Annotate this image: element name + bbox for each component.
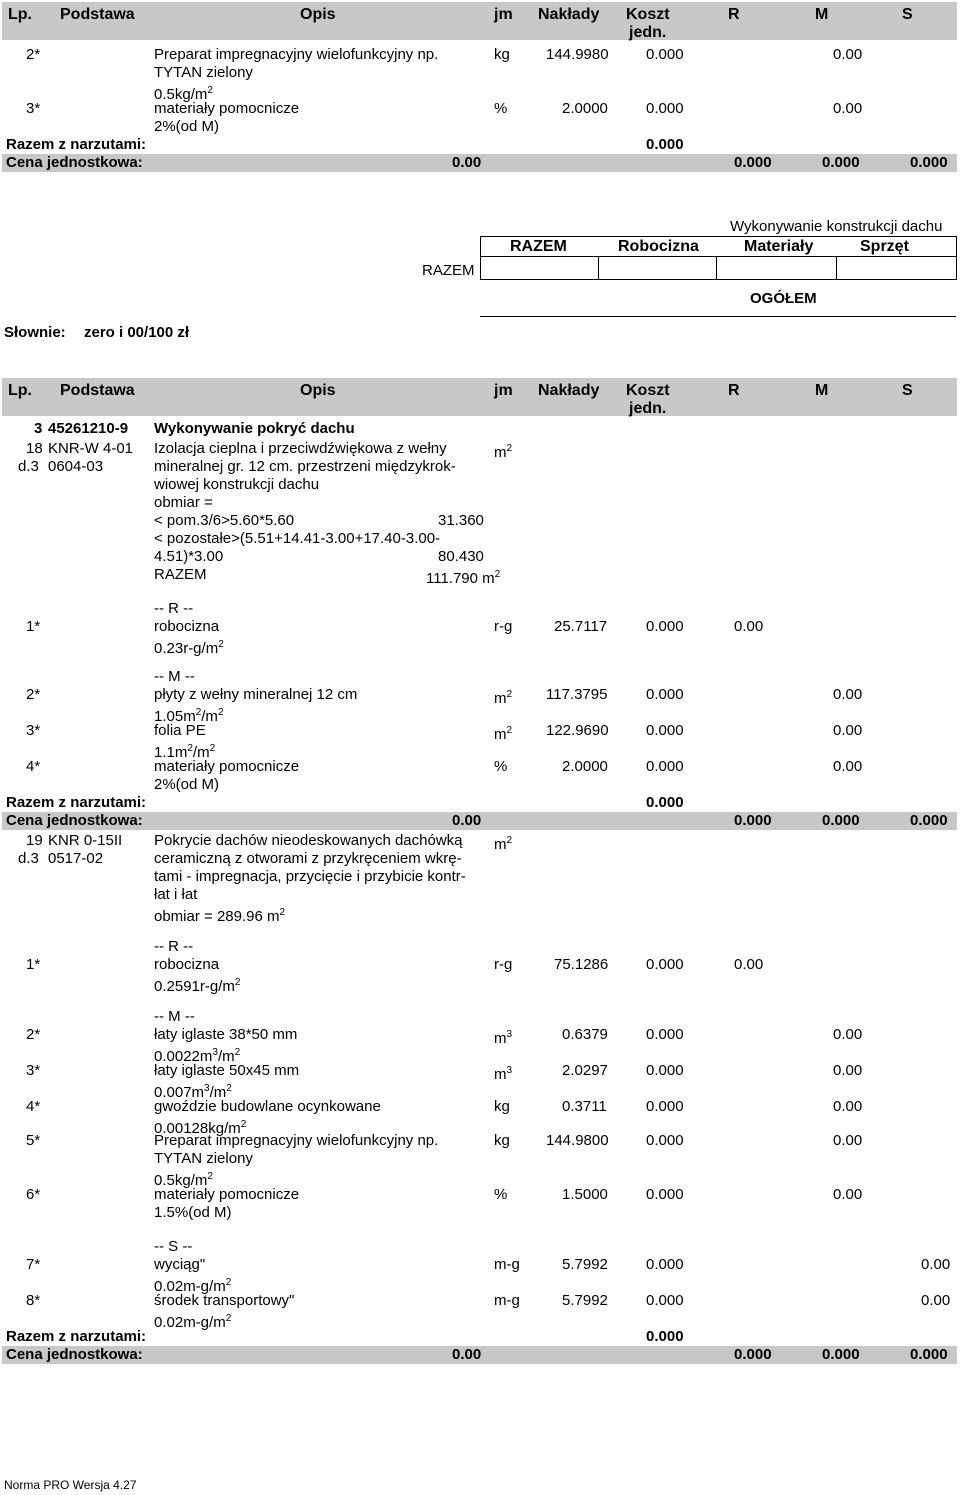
unit-price-s: 0.000	[910, 812, 948, 829]
cost: 0.000	[646, 1186, 684, 1203]
value-m: 0.00	[833, 1098, 863, 1115]
cost: 0.000	[646, 956, 684, 973]
value-m: 0.00	[833, 46, 863, 63]
unit-price-value: 0.00	[452, 1346, 482, 1363]
col-koszt: Koszt	[626, 382, 670, 399]
value-m: 0.00	[833, 758, 863, 775]
unit: r-g	[494, 956, 513, 973]
item-desc: $0.5kg/m^2$	[154, 85, 213, 103]
section-number: 3	[34, 420, 43, 437]
position-number: 19	[26, 832, 43, 849]
value-m: 0.00	[833, 686, 863, 703]
group-header-m: -- M --	[154, 1008, 195, 1025]
position-desc: tami - impregnacja, przycięcie i przybicie kontr-	[154, 868, 466, 885]
item-desc: robocizna	[154, 618, 220, 635]
value-m: 0.00	[833, 722, 863, 739]
obmiar-line: 4.51)*3.00	[154, 548, 224, 565]
cost: 0.000	[646, 1098, 684, 1115]
unit-price-value: 0.00	[452, 812, 482, 829]
slownie-label: Słownie:	[4, 324, 66, 341]
item-desc: materiały pomocnicze	[154, 1186, 300, 1203]
unit-price-s: 0.000	[910, 154, 948, 171]
unit: $m^2$	[494, 725, 513, 743]
unit: %	[494, 758, 508, 775]
position-desc: łat i łat	[154, 886, 198, 903]
row-number: 2*	[26, 686, 41, 703]
value-r: 0.00	[734, 956, 764, 973]
row-number: 1*	[26, 956, 41, 973]
item-desc: robocizna	[154, 956, 220, 973]
value-m: 0.00	[833, 1186, 863, 1203]
cost: 0.000	[646, 758, 684, 775]
group-header-r: -- R --	[154, 600, 194, 617]
qty: 117.3795	[546, 686, 608, 703]
obmiar-line: < pozostałe>(5.51+14.41-3.00+17.40-3.00-	[154, 530, 441, 547]
item-desc: wyciąg"	[154, 1256, 206, 1273]
qty: 5.7992	[562, 1292, 608, 1309]
qty: 5.7992	[562, 1256, 608, 1273]
position-code: 0517-02	[48, 850, 104, 867]
unit: kg	[494, 1098, 510, 1115]
section-title: Wykonywanie pokryć dachu	[154, 420, 355, 437]
col-r: R	[728, 382, 740, 399]
row-number: 4*	[26, 1098, 41, 1115]
position-desc: Izolacja cieplna i przeciwdźwiękowa z wełny	[154, 440, 447, 457]
value-m: 0.00	[833, 100, 863, 117]
position-desc: mineralnej gr. 12 cm. przestrzeni międzykrok-	[154, 458, 456, 475]
col-jm: jm	[494, 382, 513, 399]
item-desc: Preparat impregnacyjny wielofunkcyjny np.	[154, 46, 439, 63]
cost: 0.000	[646, 1292, 684, 1309]
unit: m-g	[494, 1256, 520, 1273]
row-number: 3*	[26, 1062, 41, 1079]
obmiar-value: 80.430	[438, 548, 484, 565]
unit: m-g	[494, 1292, 520, 1309]
summary-col-sprzet: Sprzęt	[860, 238, 909, 255]
qty: 122.9690	[546, 722, 609, 739]
qty: 2.0000	[562, 100, 608, 117]
unit: $m^3$	[494, 1029, 513, 1047]
razem-z-narzutami-label: Razem z narzutami:	[6, 794, 147, 811]
col-lp: Lp.	[8, 382, 32, 399]
position-unit: $m^2$	[494, 443, 513, 461]
item-desc: 1.5%(od M)	[154, 1204, 232, 1221]
qty: 144.9800	[546, 1132, 609, 1149]
unit: $m^3$	[494, 1065, 513, 1083]
unit: kg	[494, 1132, 510, 1149]
col-s: S	[902, 382, 913, 399]
unit-price-r: 0.000	[734, 154, 772, 171]
row-number: 4*	[26, 758, 41, 775]
section-code: 45261210-9	[48, 420, 129, 437]
col-jm: jm	[494, 6, 513, 23]
item-desc: $0.02m-g/m^2$	[154, 1313, 232, 1331]
row-number: 2*	[26, 46, 41, 63]
col-r: R	[728, 6, 740, 23]
item-desc: Preparat impregnacyjny wielofunkcyjny np.	[154, 1132, 439, 1149]
item-desc: gwoździe budowlane ocynkowane	[154, 1098, 381, 1115]
cost: 0.000	[646, 1062, 684, 1079]
value-s: 0.00	[921, 1256, 951, 1273]
obmiar-line: < pom.3/6>5.60*5.60	[154, 512, 295, 529]
qty: 2.0000	[562, 758, 608, 775]
item-desc: $1.1m^2/m^2$	[154, 743, 216, 761]
position-code: 0604-03	[48, 458, 104, 475]
item-desc: materiały pomocnicze	[154, 758, 300, 775]
cost: 0.000	[646, 1026, 684, 1043]
table-header	[2, 2, 957, 40]
razem-z-narzutami-value: 0.000	[646, 136, 684, 153]
unit: $m^2$	[494, 689, 513, 707]
item-desc: $0.007m^3/m^2$	[154, 1083, 232, 1101]
item-desc: $1.05m^2/m^2$	[154, 707, 224, 725]
group-header-m: -- M --	[154, 668, 195, 685]
row-number: 3*	[26, 722, 41, 739]
razem-z-narzutami-value: 0.000	[646, 794, 684, 811]
unit-price-m: 0.000	[822, 1346, 860, 1363]
qty: 2.0297	[562, 1062, 608, 1079]
unit-price-label: Cena jednostkowa:	[6, 154, 143, 171]
item-desc: 2%(od M)	[154, 118, 220, 135]
col-naklady: Nakłady	[538, 382, 600, 399]
item-desc: TYTAN zielony	[154, 1150, 253, 1167]
table-header-2	[2, 378, 957, 416]
summary-ogolem: OGÓŁEM	[750, 290, 817, 307]
position-desc: wiowej konstrukcji dachu	[154, 476, 320, 493]
position-desc: ceramiczną z otworami z przykręceniem wkrę-	[154, 850, 462, 867]
unit-price-m: 0.000	[822, 812, 860, 829]
position-desc: Pokrycie dachów nieodeskowanych dachówką	[154, 832, 463, 849]
unit-price-r: 0.000	[734, 812, 772, 829]
unit-price-label: Cena jednostkowa:	[6, 812, 143, 829]
unit-price-label: Cena jednostkowa:	[6, 1346, 143, 1363]
position-unit: $m^2$	[494, 835, 513, 853]
obmiar-value: 31.360	[438, 512, 484, 529]
row-number: 6*	[26, 1186, 41, 1203]
row-number: 3*	[26, 100, 41, 117]
item-desc: $0.5kg/m^2$	[154, 1171, 213, 1189]
position-desc: obmiar =	[154, 494, 213, 511]
cost: 0.000	[646, 618, 684, 635]
razem-z-narzutami-label: Razem z narzutami:	[6, 136, 147, 153]
unit: kg	[494, 46, 510, 63]
unit-price-r: 0.000	[734, 1346, 772, 1363]
row-number: 5*	[26, 1132, 41, 1149]
col-lp: Lp.	[8, 6, 32, 23]
unit-price-s: 0.000	[910, 1346, 948, 1363]
value-r: 0.00	[734, 618, 764, 635]
cost: 0.000	[646, 1132, 684, 1149]
unit-price-value: 0.00	[452, 154, 482, 171]
value-m: 0.00	[833, 1026, 863, 1043]
row-number: 8*	[26, 1292, 41, 1309]
summary-col-razem: RAZEM	[510, 238, 567, 255]
row-number: 1*	[26, 618, 41, 635]
obmiar-razem-value: 111.790 $m^2$	[426, 569, 501, 587]
col-m: M	[815, 382, 829, 399]
item-desc: $0.23r-g/m^2$	[154, 639, 224, 657]
col-jedn: jedn.	[629, 24, 667, 41]
qty: 0.3711	[562, 1098, 607, 1115]
item-desc: $0.0022m^3/m^2$	[154, 1047, 241, 1065]
summary-col-materialy: Materiały	[744, 238, 814, 255]
col-opis: Opis	[300, 6, 336, 23]
value-m: 0.00	[833, 1132, 863, 1149]
col-podstawa: Podstawa	[60, 6, 135, 23]
qty: 25.7117	[554, 618, 608, 635]
position-number-d: d.3	[18, 458, 39, 475]
item-desc: 2%(od M)	[154, 776, 220, 793]
item-desc: $0.00128kg/m^2$	[154, 1119, 247, 1137]
summary-razem-left: RAZEM	[422, 262, 475, 279]
qty: 1.5000	[562, 1186, 608, 1203]
cost: 0.000	[646, 1256, 684, 1273]
razem-z-narzutami-value: 0.000	[646, 1328, 684, 1345]
unit-price-m: 0.000	[822, 154, 860, 171]
item-desc: łaty iglaste 50x45 mm	[154, 1062, 300, 1079]
value-m: 0.00	[833, 1062, 863, 1079]
cost: 0.000	[646, 46, 684, 63]
cost: 0.000	[646, 722, 684, 739]
obmiar-line: obmiar = 289.96 $m^2$	[154, 907, 286, 925]
slownie-value: zero i 00/100 zł	[84, 324, 190, 341]
cost: 0.000	[646, 686, 684, 703]
summary-col-robocizna: Robocizna	[618, 238, 699, 255]
position-number-d: d.3	[18, 850, 39, 867]
qty: 75.1286	[554, 956, 609, 973]
item-desc: TYTAN zielony	[154, 64, 253, 81]
group-header-r: -- R --	[154, 938, 194, 955]
position-number: 18	[26, 440, 43, 457]
cost: 0.000	[646, 100, 684, 117]
summary-title: Wykonywanie konstrukcji dachu	[730, 218, 943, 235]
col-naklady: Nakłady	[538, 6, 600, 23]
col-m: M	[815, 6, 829, 23]
row-number: 7*	[26, 1256, 41, 1273]
col-s: S	[902, 6, 913, 23]
group-header-s: -- S --	[154, 1238, 193, 1255]
item-desc: płyty z wełny mineralnej 12 cm	[154, 686, 358, 703]
qty: 144.9980	[546, 46, 609, 63]
unit: %	[494, 1186, 508, 1203]
qty: 0.6379	[562, 1026, 608, 1043]
unit: r-g	[494, 618, 513, 635]
col-jedn: jedn.	[629, 400, 667, 417]
position-code: KNR 0-15II	[48, 832, 123, 849]
obmiar-razem: RAZEM	[154, 566, 207, 583]
razem-z-narzutami-label: Razem z narzutami:	[6, 1328, 147, 1345]
item-desc: łaty iglaste 38*50 mm	[154, 1026, 298, 1043]
value-s: 0.00	[921, 1292, 951, 1309]
item-desc: $0.2591r-g/m^2$	[154, 977, 241, 995]
unit: %	[494, 100, 508, 117]
item-desc: środek transportowy"	[154, 1292, 295, 1309]
col-podstawa: Podstawa	[60, 382, 135, 399]
col-koszt: Koszt	[626, 6, 670, 23]
item-desc: $0.02m-g/m^2$	[154, 1277, 232, 1295]
position-code: KNR-W 4-01	[48, 440, 134, 457]
footer-version: Norma PRO Wersja 4.27	[4, 1478, 137, 1492]
item-desc: materiały pomocnicze	[154, 100, 300, 117]
item-desc: folia PE	[154, 722, 206, 739]
col-opis: Opis	[300, 382, 336, 399]
row-number: 2*	[26, 1026, 41, 1043]
